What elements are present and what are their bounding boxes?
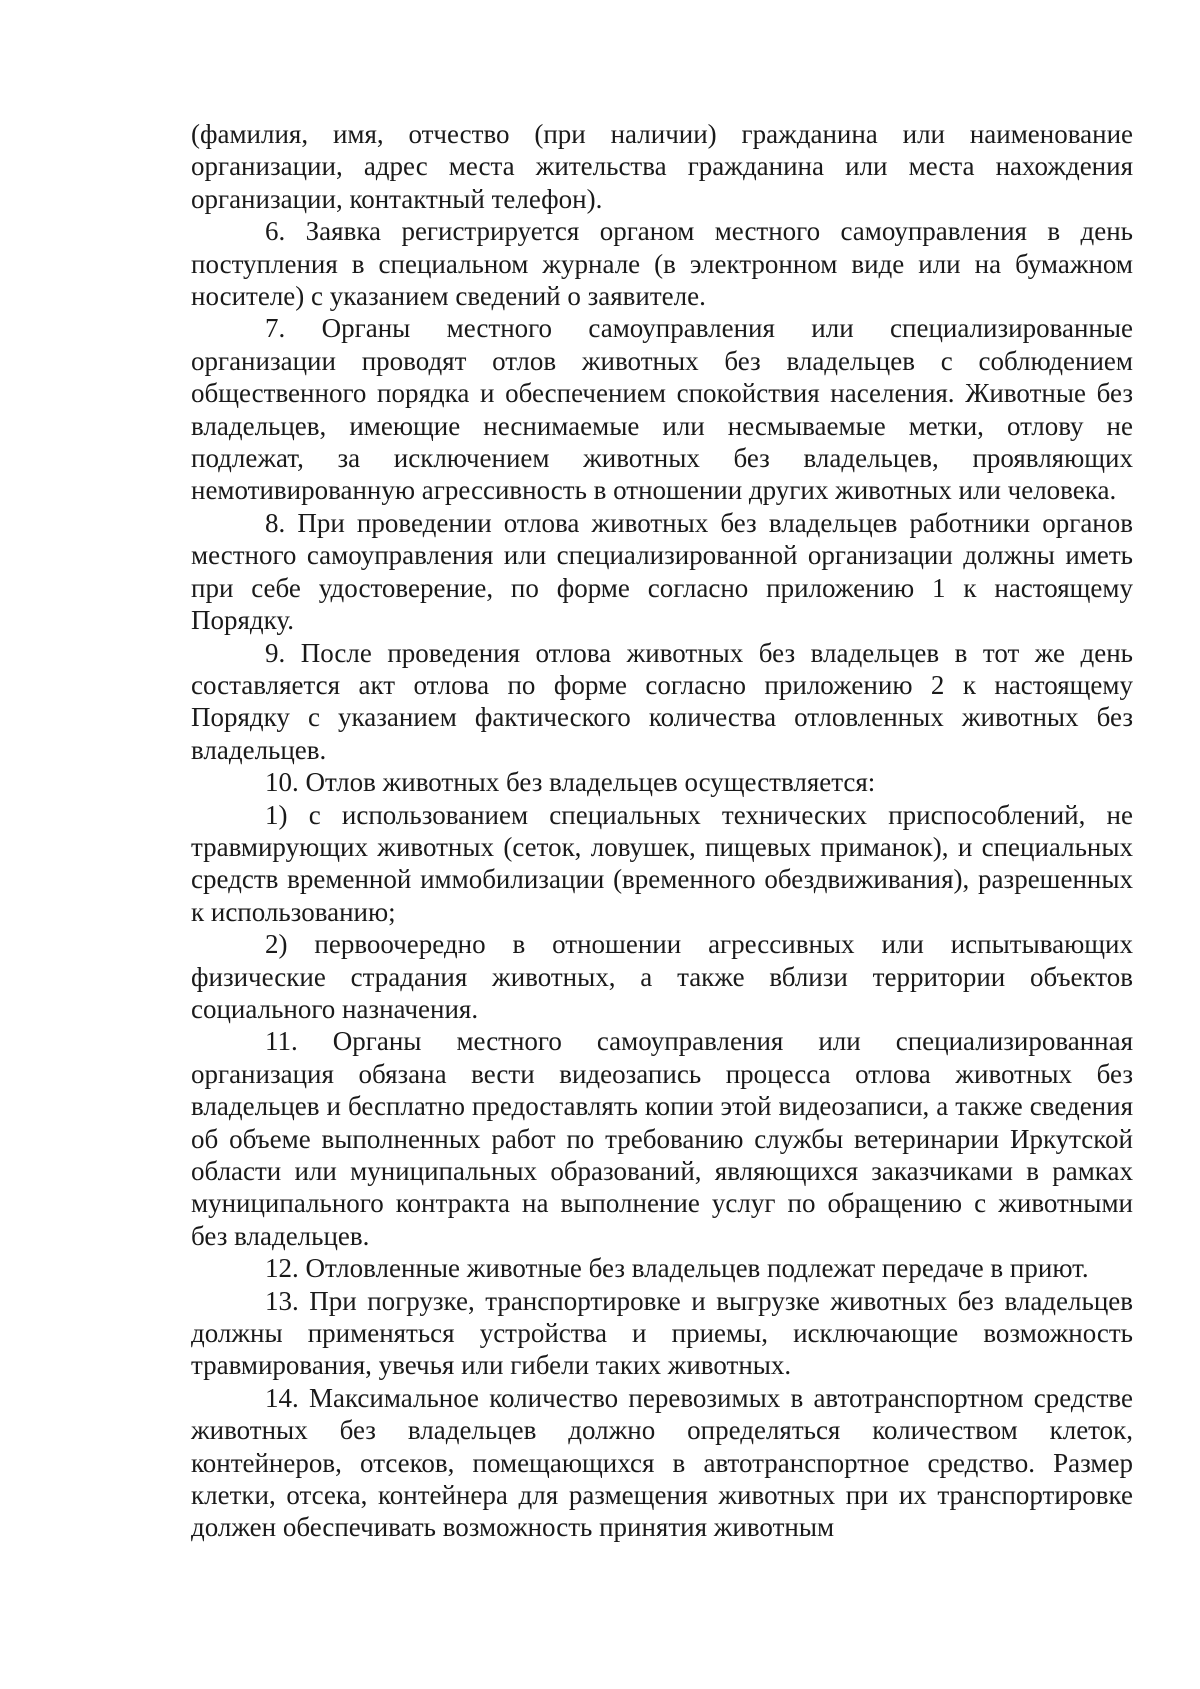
paragraph-10-item-2: 2) первоочередно в отношении агрессивных или испытывающих физические страдания животных, а также вблизи территории объектов социального назначения.: [191, 929, 1133, 1024]
paragraph-7: 7. Органы местного самоуправления или специализированные организации проводят отлов животных без владельцев с соблюдением общественного порядка и обеспечением спокойствия населения. Животные без владельцев, имеющие неснимаемые или несмываемые метки, отлову не подлежат, за исключением животных без владельцев, проявляющих немотивированную агрессивность в отношении других животных или человека.: [191, 313, 1133, 506]
paragraph-6: 6. Заявка регистрируется органом местного самоуправления в день поступления в специальном журнале (в электронном виде или на бумажном носителе) с указанием сведений о заявителе.: [191, 216, 1133, 312]
paragraph-10-item-1: 1) с использованием специальных технических приспособлений, не травмирующих животных (сеток, ловушек, пищевых приманок), и специальных средств временной иммобилизации (временного обездвиживания), разрешенных к использованию;: [191, 799, 1133, 927]
paragraph-8: 8. При проведении отлова животных без владельцев работники органов местного самоуправления или специализированной организации должны иметь при себе удостоверение, по форме согласно приложению 1 к настоящему Порядку.: [191, 507, 1133, 636]
paragraph-9: 9. После проведения отлова животных без владельцев в тот же день составляется акт отлова по форме согласно приложению 2 к настоящему Порядку с указанием фактического количества отловленных животных без владельцев.: [191, 637, 1133, 765]
paragraph-13: 13. При погрузке, транспортировке и выгрузке животных без владельцев должны применяться устройства и приемы, исключающие возможность травмирования, увечья или гибели таких животных.: [191, 1285, 1133, 1381]
paragraph-12: 12. Отловленные животные без владельцев подлежат передаче в приют.: [265, 1253, 1089, 1284]
paragraph-10: 10. Отлов животных без владельцев осуществляется:: [265, 767, 876, 798]
document-body: [191, 118, 1133, 1544]
paragraph-11: 11. Органы местного самоуправления или специализированная организация обязана вести видеозапись процесса отлова животных без владельцев и бесплатно предоставлять копии этой видеозаписи, а также сведения об объеме выполненных работ по требованию службы ветеринарии Иркутской области или муниципальных образований, являющихся заказчиками в рамках муниципального контракта на выполнение услуг по обращению с животными без владельцев.: [191, 1026, 1133, 1251]
paragraph-applicant-details: (фамилия, имя, отчество (при наличии) гражданина или наименование организации, адрес места жительства гражданина или места нахождения организации, контактный телефон).: [191, 119, 1133, 214]
paragraph-14: 14. Максимальное количество перевозимых в автотранспортном средстве животных без владельцев должно определяться количеством клеток, контейнеров, отсеков, помещающихся в автотранспортное средство. Размер клетки, отсека, контейнера для размещения животных при их транспортировке должен обеспечивать возможность принятия животным: [191, 1382, 1133, 1543]
